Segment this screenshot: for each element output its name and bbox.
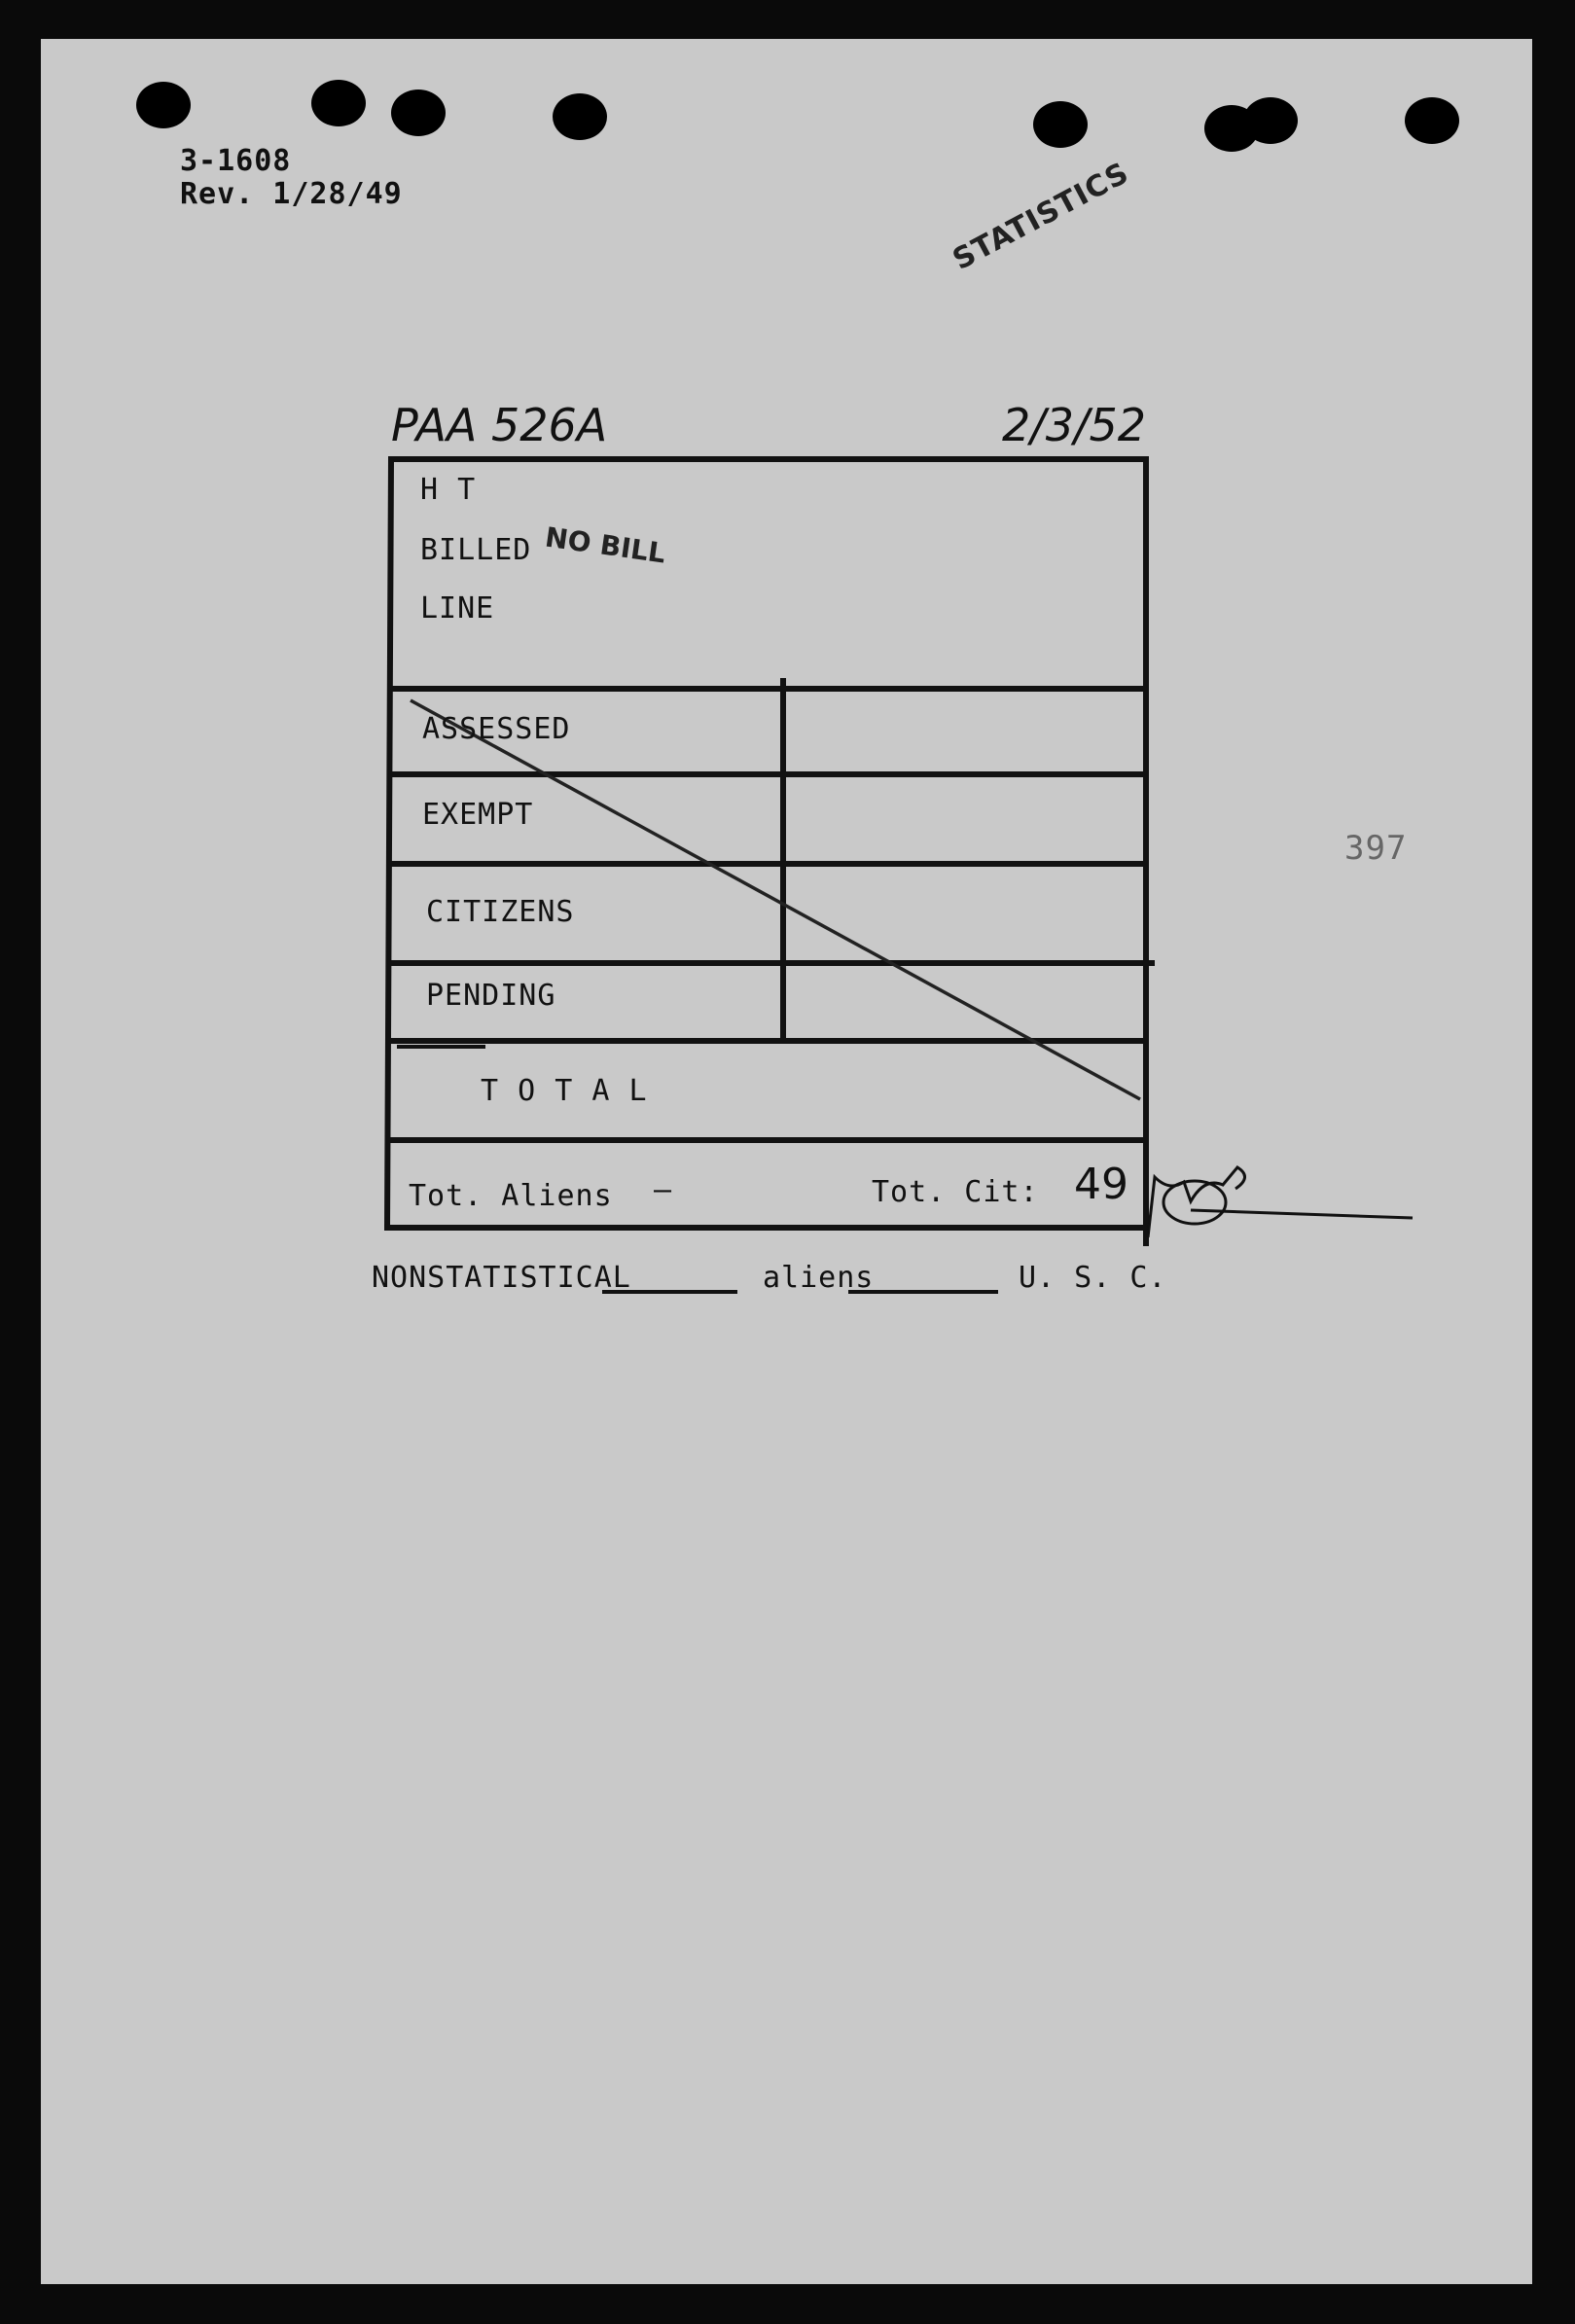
document-page <box>41 39 1532 2284</box>
row-billed: BILLED <box>420 533 532 567</box>
no-bill-stamp: NO BILL <box>543 520 668 570</box>
statistics-stamp: STATISTICS <box>947 156 1135 277</box>
tot-citizens-label: Tot. Cit: <box>872 1175 1039 1209</box>
page-number: 397 <box>1344 829 1408 868</box>
usc-label: U. S. C. <box>1019 1261 1167 1295</box>
row-citizens: CITIZENS <box>426 895 575 929</box>
statistics-table-grid <box>41 39 1532 2284</box>
flight-code: PAA 526A <box>391 399 608 451</box>
row-line: LINE <box>420 591 495 626</box>
row-ht: H T <box>420 473 477 507</box>
row-pending: PENDING <box>426 979 556 1013</box>
tot-aliens-value: — <box>654 1173 673 1207</box>
nonstatistical-label: NONSTATISTICAL <box>372 1261 631 1295</box>
row-assessed: ASSESSED <box>422 712 571 746</box>
aliens-label: aliens <box>763 1261 875 1295</box>
manifest-date: 2/3/52 <box>1002 399 1147 451</box>
row-exempt: EXEMPT <box>422 798 534 832</box>
tot-citizens-value: 49 <box>1074 1160 1128 1209</box>
form-revision: Rev. 1/28/49 <box>180 177 403 211</box>
form-number: 3-1608 <box>180 144 292 178</box>
total-label: T O T A L <box>481 1074 648 1108</box>
tot-aliens-label: Tot. Aliens <box>409 1179 613 1213</box>
